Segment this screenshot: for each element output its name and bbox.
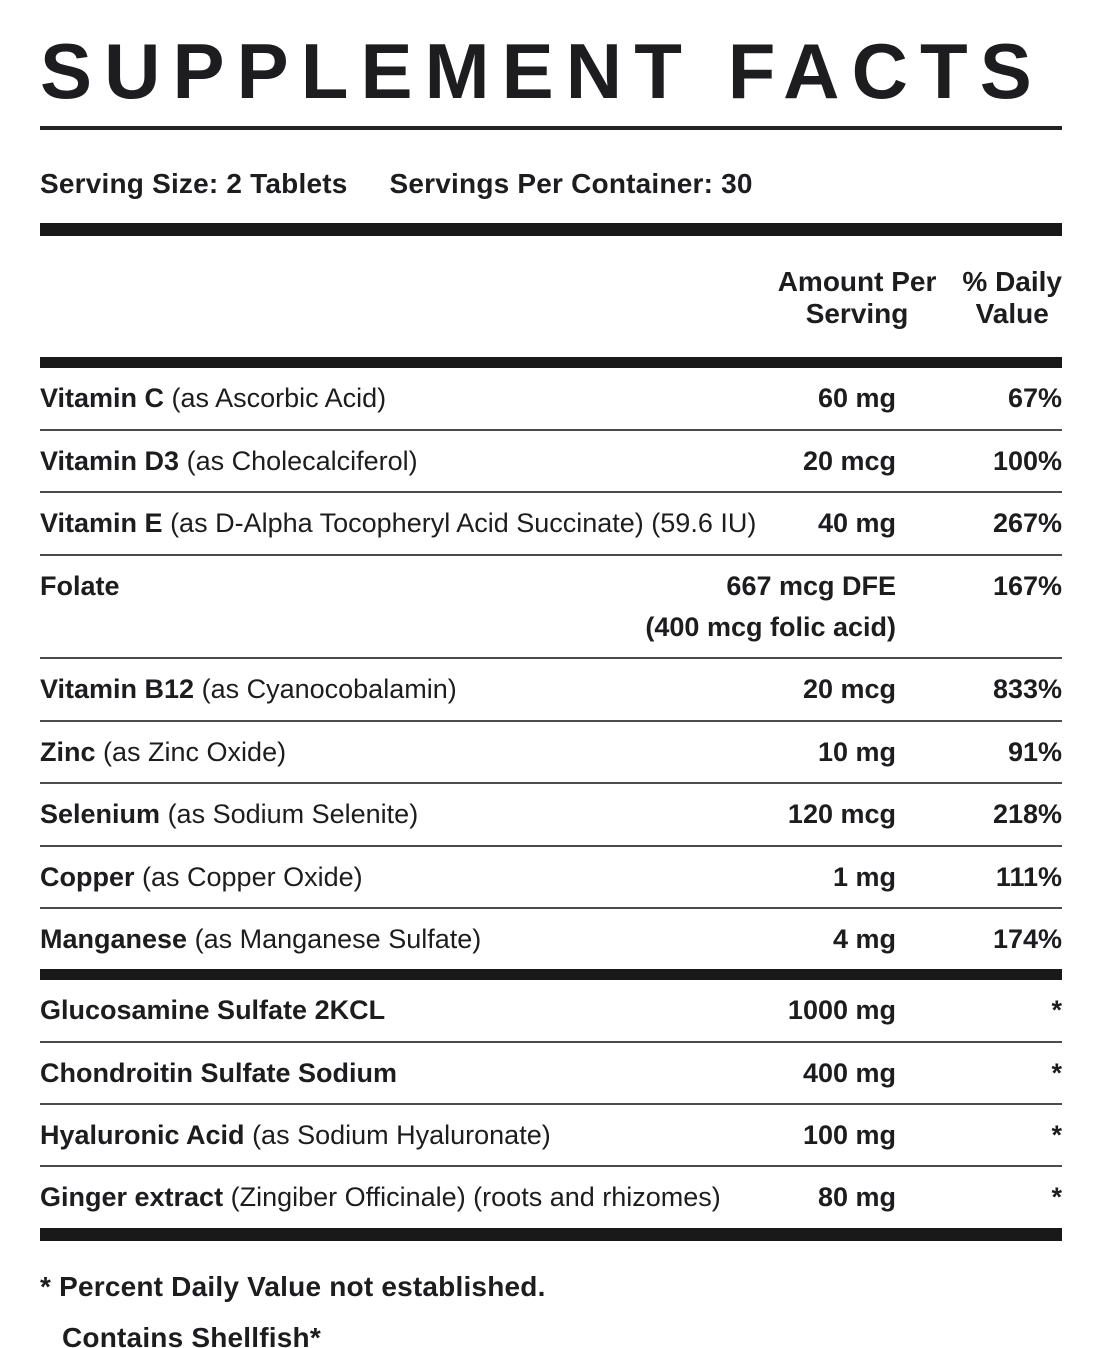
ingredient-detail: (as Sodium Selenite) bbox=[167, 799, 419, 830]
ingredient-amount: 10 mg bbox=[817, 736, 896, 767]
ingredient-detail: (as Cyanocobalamin) bbox=[201, 674, 457, 705]
table-row bbox=[40, 429, 1062, 491]
table-row bbox=[40, 1103, 1062, 1165]
ingredient-amount: 20 mcg bbox=[802, 674, 896, 705]
ingredient-title: Vitamin E bbox=[40, 508, 163, 539]
ingredient-detail: (Zingiber Officinale) (roots and rhizomes) bbox=[230, 1182, 721, 1213]
dv-header-line1: % Daily bbox=[962, 266, 1062, 297]
ingredient-name bbox=[40, 861, 823, 893]
ingredient-detail: (as Ascorbic Acid) bbox=[171, 383, 387, 414]
table-row bbox=[40, 907, 1062, 969]
ingredient-amount: 100 mg bbox=[802, 1120, 896, 1151]
ingredient-name bbox=[40, 923, 823, 955]
ingredient-detail: (as Copper Oxide) bbox=[142, 861, 363, 892]
table-row bbox=[40, 1041, 1062, 1103]
ingredient-name bbox=[40, 1119, 793, 1151]
section-bar-top bbox=[40, 223, 1062, 236]
section-bar-header bbox=[40, 357, 1062, 368]
table-row bbox=[40, 845, 1062, 907]
daily-value-footnote: * Percent Daily Value not established. bbox=[40, 1270, 546, 1302]
ingredient-daily-value: 174% bbox=[992, 923, 1062, 954]
ingredient-name bbox=[40, 570, 635, 602]
ingredient-amount: 400 mg bbox=[802, 1057, 896, 1088]
amount-header-line1: Amount Per bbox=[777, 266, 937, 297]
ingredient-name bbox=[40, 507, 808, 539]
ingredient-daily-value: * bbox=[1051, 1057, 1062, 1088]
serving-info bbox=[40, 168, 1062, 200]
ingredient-name bbox=[40, 382, 808, 414]
amount-header-line2: Serving bbox=[805, 298, 909, 330]
other-ingredients-group bbox=[40, 980, 1062, 1228]
ingredient-title: Manganese bbox=[40, 923, 188, 954]
allergen-footnote: Contains Shellfish* bbox=[62, 1321, 321, 1348]
ingredient-daily-value: 91% bbox=[1007, 736, 1062, 767]
table-row bbox=[40, 491, 1062, 553]
column-header-daily-value bbox=[962, 266, 1062, 330]
ingredient-amount: 1 mg bbox=[832, 861, 896, 892]
ingredient-title: Vitamin B12 bbox=[40, 674, 195, 705]
table-row bbox=[40, 554, 1062, 658]
table-row bbox=[40, 980, 1062, 1040]
ingredient-name bbox=[40, 1181, 808, 1213]
ingredient-title: Chondroitin Sulfate Sodium bbox=[40, 1057, 397, 1088]
ingredient-name bbox=[40, 798, 778, 830]
ingredient-detail: (as Zinc Oxide) bbox=[103, 736, 287, 767]
table-row bbox=[40, 1165, 1062, 1227]
ingredient-daily-value: * bbox=[1051, 995, 1062, 1026]
vitamins-minerals-group bbox=[40, 368, 1062, 969]
column-header-amount-per-serving bbox=[778, 266, 937, 330]
title-divider bbox=[40, 126, 1062, 130]
ingredient-title: Folate bbox=[40, 570, 120, 601]
ingredient-amount: 4 mg bbox=[832, 923, 896, 954]
serving-size: Serving Size: 2 Tablets bbox=[40, 168, 348, 199]
ingredient-daily-value: 218% bbox=[992, 799, 1062, 830]
ingredient-daily-value: 267% bbox=[992, 508, 1062, 539]
table-row bbox=[40, 368, 1062, 428]
ingredient-daily-value: * bbox=[1051, 1120, 1062, 1151]
table-row bbox=[40, 720, 1062, 782]
ingredient-title: Vitamin C bbox=[40, 383, 165, 414]
ingredient-detail: (as Cholecalciferol) bbox=[186, 445, 418, 476]
ingredient-amount-note: (400 mcg folic acid) bbox=[645, 611, 896, 642]
ingredient-amount: 667 mcg DFE (400 mcg folic acid) bbox=[645, 570, 896, 642]
ingredient-amount: 20 mcg bbox=[802, 445, 896, 476]
ingredient-amount: 40 mg bbox=[817, 508, 896, 539]
ingredient-daily-value: 100% bbox=[992, 445, 1062, 476]
table-row bbox=[40, 782, 1062, 844]
ingredient-amount: 60 mg bbox=[817, 383, 896, 414]
ingredient-title: Zinc bbox=[40, 736, 96, 767]
servings-per-container: Servings Per Container: 30 bbox=[389, 168, 753, 199]
ingredient-title: Hyaluronic Acid bbox=[40, 1120, 245, 1151]
ingredient-name bbox=[40, 994, 778, 1026]
ingredient-detail: (as D-Alpha Tocopheryl Acid Succinate) (59.6 IU) bbox=[170, 508, 757, 539]
ingredient-title: Vitamin D3 bbox=[40, 445, 180, 476]
ingredient-daily-value: 167% bbox=[992, 570, 1062, 601]
footnotes bbox=[40, 1271, 1062, 1348]
ingredient-title: Selenium bbox=[40, 799, 161, 830]
section-bar-bottom bbox=[40, 1228, 1062, 1241]
ingredient-daily-value: * bbox=[1051, 1182, 1062, 1213]
table-row bbox=[40, 657, 1062, 719]
ingredient-daily-value: 833% bbox=[992, 674, 1062, 705]
ingredient-title: Glucosamine Sulfate 2KCL bbox=[40, 995, 386, 1026]
ingredient-detail: (as Sodium Hyaluronate) bbox=[252, 1120, 551, 1151]
dv-header-line2: Value bbox=[975, 298, 1049, 330]
ingredient-title: Copper bbox=[40, 861, 135, 892]
ingredient-amount: 120 mcg bbox=[787, 799, 896, 830]
ingredient-name bbox=[40, 673, 793, 705]
ingredient-amount: 1000 mg bbox=[787, 995, 896, 1026]
ingredient-name bbox=[40, 736, 808, 768]
ingredient-daily-value: 67% bbox=[1007, 383, 1062, 414]
table-column-headers bbox=[40, 266, 1062, 330]
ingredient-title: Ginger extract bbox=[40, 1182, 224, 1213]
ingredient-daily-value: 111% bbox=[995, 861, 1062, 892]
page-title: SUPPLEMENT FACTS bbox=[40, 27, 1044, 115]
ingredient-detail: (as Manganese Sulfate) bbox=[194, 923, 482, 954]
ingredient-name bbox=[40, 1057, 793, 1089]
ingredient-amount: 80 mg bbox=[817, 1182, 896, 1213]
section-bar-middle bbox=[40, 969, 1062, 980]
ingredient-name bbox=[40, 445, 793, 477]
